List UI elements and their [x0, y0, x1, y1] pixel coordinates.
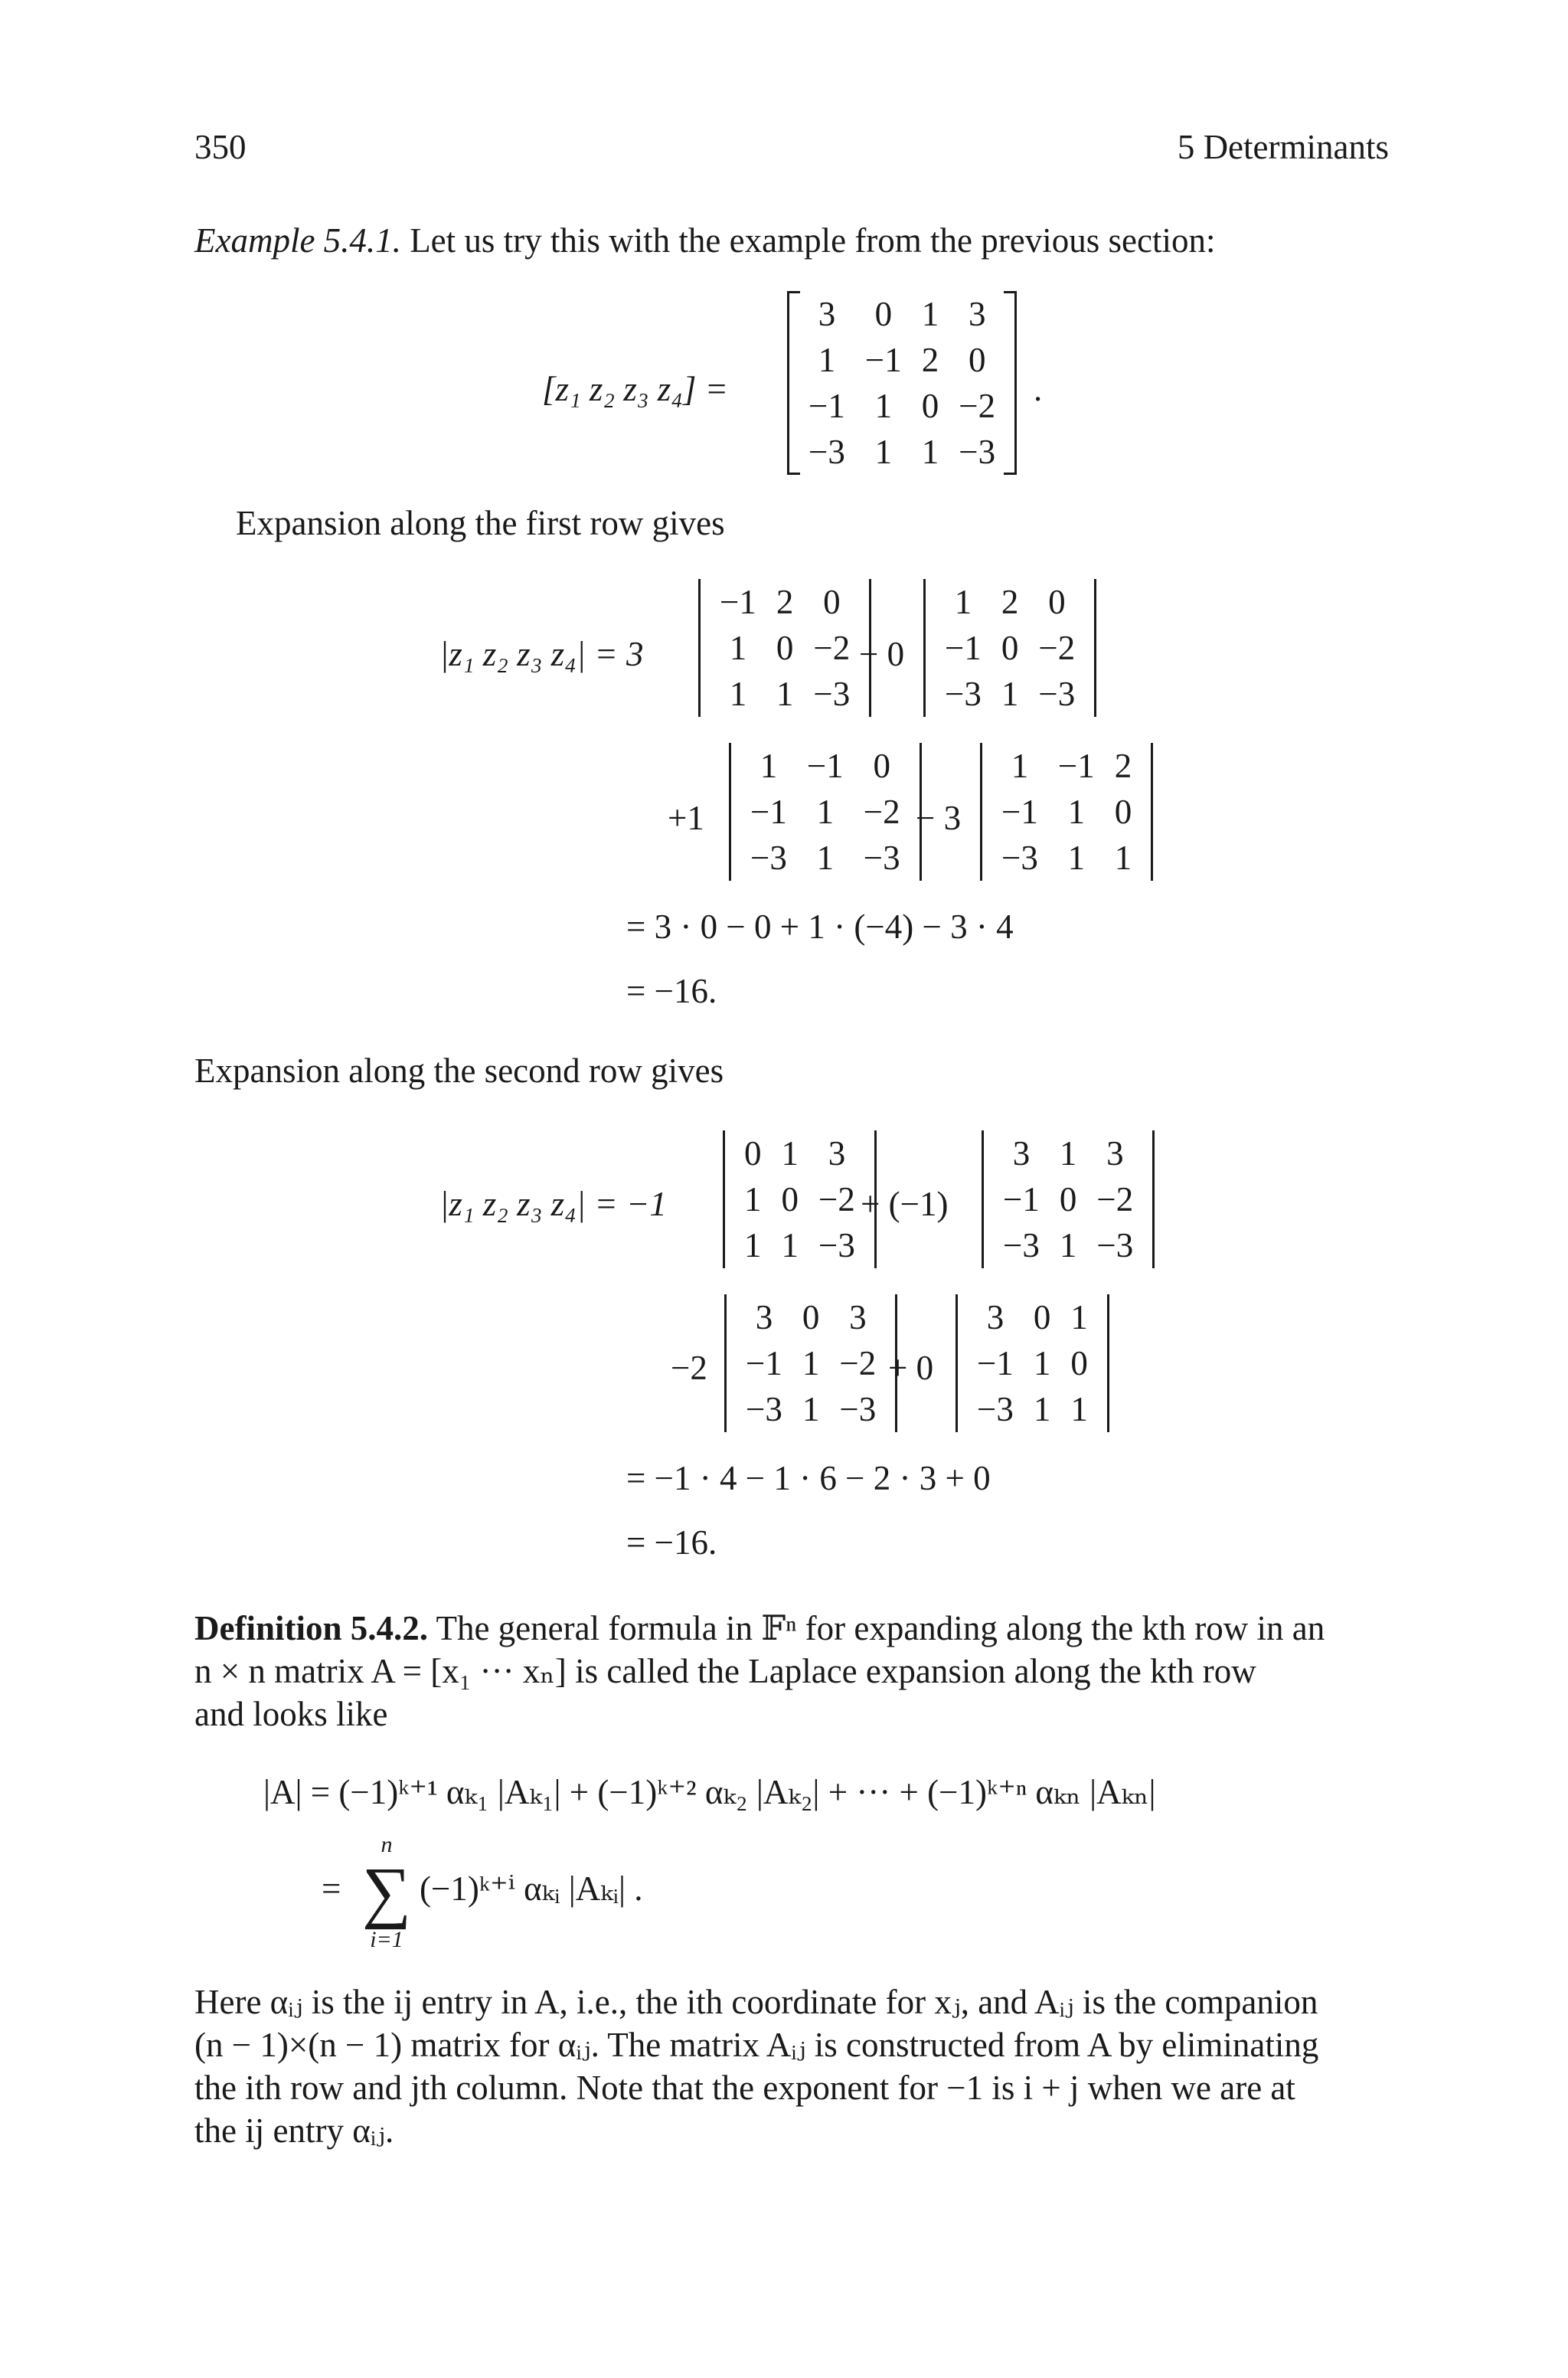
matrix-entry: −2: [1096, 1180, 1134, 1218]
matrix-entry: −1: [1003, 1180, 1040, 1218]
matrix-entry: 0: [1001, 629, 1019, 667]
left-determinant-bar: [723, 1130, 725, 1268]
second-row-lhs: |z₁ z₂ z₃ z₄| = −1: [439, 1185, 667, 1223]
definition-label: Definition 5.4.2.: [194, 1609, 429, 1647]
matrix-entry: −3: [746, 1390, 782, 1428]
first-row-eq-2: = −16.: [626, 972, 717, 1010]
definition-line-1: [194, 1607, 1325, 1650]
first-row-op-1: − 0: [859, 635, 905, 673]
left-bracket: [787, 291, 800, 475]
matrix-entry: 2: [1001, 583, 1019, 621]
matrix-entry: −3: [1003, 1226, 1040, 1264]
matrix-entry: −3: [977, 1390, 1014, 1428]
first-row-op-3: − 3: [916, 799, 962, 837]
matrix-entry: −2: [863, 793, 900, 831]
matrix-entry: 1: [1070, 1390, 1088, 1428]
matrix-entry: 0: [823, 583, 841, 621]
matrix-entry: 0: [968, 341, 986, 379]
matrix-entry: 1: [816, 839, 835, 877]
matrix-entry: 1: [874, 433, 893, 471]
matrix-entry: 1: [818, 341, 836, 379]
matrix-entry: 1: [729, 675, 747, 713]
matrix-entry: 1: [921, 433, 939, 471]
closing-line-4: the ij entry αᵢⱼ.: [194, 2111, 394, 2150]
matrix-entry: 1: [1067, 793, 1086, 831]
matrix-entry: −1: [808, 387, 845, 425]
matrix-entry: 1: [1001, 675, 1019, 713]
right-determinant-bar: [1151, 743, 1153, 881]
matrix-entry: 1: [816, 793, 835, 831]
first-row-minor-4: [980, 743, 1153, 881]
matrix-entry: 3: [1106, 1134, 1124, 1173]
matrix-entry: 0: [1070, 1344, 1088, 1382]
matrix-entry: −3: [813, 675, 851, 713]
matrix-entry: 1: [744, 1180, 762, 1218]
right-bracket: [1004, 291, 1017, 475]
laplace-formula-2-eq: =: [322, 1869, 341, 1908]
matrix-entry: −3: [945, 675, 982, 713]
example-line: [194, 219, 1215, 262]
left-determinant-bar: [980, 743, 982, 881]
matrix-entry: 3: [828, 1134, 846, 1173]
left-determinant-bar: [956, 1294, 958, 1432]
second-row-minor-3: [724, 1294, 897, 1432]
matrix-entry: 0: [874, 295, 893, 333]
matrix-entry: 3: [986, 1298, 1004, 1336]
matrix-entry: 1: [874, 387, 893, 425]
matrix-entry: 1: [954, 583, 972, 621]
left-determinant-bar: [982, 1130, 984, 1268]
left-determinant-bar: [698, 579, 701, 717]
matrix-entry: 0: [776, 629, 794, 667]
example-lhs: [z₁ z₂ z₃ z₄] =: [542, 370, 729, 408]
matrix-entry: −3: [959, 433, 996, 471]
matrix-entry: 0: [744, 1134, 762, 1173]
matrix-entry: −2: [959, 387, 996, 425]
matrix-entry: −1: [1001, 793, 1038, 831]
matrix-entry: −3: [1096, 1226, 1134, 1264]
matrix-entry: 1: [921, 295, 939, 333]
matrix-entry: 1: [1059, 1134, 1077, 1173]
matrix-entry: −1: [1057, 747, 1095, 785]
example-text: Let us try this with the example from the previous section:: [410, 221, 1216, 260]
matrix-entry: −2: [813, 629, 851, 667]
matrix-entry: −1: [806, 747, 844, 785]
matrix-entry: −2: [1038, 629, 1076, 667]
matrix-entry: −3: [750, 839, 787, 877]
chapter-title: 5 Determinants: [1177, 128, 1389, 166]
left-determinant-bar: [724, 1294, 727, 1432]
first-row-intro: Expansion along the first row gives: [236, 504, 725, 542]
second-row-op-3: + 0: [888, 1349, 934, 1387]
matrix-entry: 0: [802, 1298, 820, 1336]
right-determinant-bar: [1094, 579, 1096, 717]
matrix-entry: −1: [977, 1344, 1014, 1382]
matrix-entry: 0: [1059, 1180, 1077, 1218]
matrix-entry: −1: [864, 341, 902, 379]
matrix-entry: −3: [818, 1226, 855, 1264]
second-row-minor-2: [982, 1130, 1155, 1268]
definition-line-2: n × n matrix A = [x₁ ··· xₙ] is called the Laplace expansion along the kth row: [194, 1652, 1256, 1690]
second-row-eq-2: = −16.: [626, 1523, 717, 1562]
matrix-entry: 1: [1011, 747, 1029, 785]
matrix-entry: 1: [760, 747, 778, 785]
matrix-entry: 1: [744, 1226, 762, 1264]
matrix-entry: 1: [1059, 1226, 1077, 1264]
matrix-entry: 1: [781, 1226, 799, 1264]
definition-line-3: and looks like: [194, 1695, 388, 1733]
left-determinant-bar: [729, 743, 731, 881]
matrix-entry: 0: [1048, 583, 1066, 621]
matrix-entry: −3: [1001, 839, 1038, 877]
matrix-entry: 0: [873, 747, 890, 785]
laplace-formula-2-rhs: (−1)ᵏ⁺ⁱ αₖᵢ |Aₖᵢ| .: [420, 1869, 643, 1908]
matrix-entry: −2: [818, 1180, 855, 1218]
matrix-entry: −1: [720, 583, 756, 621]
matrix-entry: −3: [808, 433, 845, 471]
matrix-entry: 1: [1070, 1298, 1088, 1336]
matrix-entry: 3: [818, 295, 836, 333]
first-row-op-2: +1: [668, 799, 704, 837]
matrix-entry: 3: [849, 1298, 867, 1336]
sum-lower-limit: i=1: [370, 1927, 403, 1952]
second-row-intro: Expansion along the second row gives: [194, 1052, 724, 1090]
second-row-eq-1: = −1 · 4 − 1 · 6 − 2 · 3 + 0: [626, 1459, 991, 1497]
matrix-entry: 2: [1114, 747, 1132, 785]
left-determinant-bar: [923, 579, 926, 717]
matrix-entry: 1: [781, 1134, 799, 1173]
second-row-minor-1: [723, 1130, 877, 1268]
matrix-entry: 2: [776, 583, 794, 621]
sigma-icon: ∑: [361, 1854, 412, 1930]
closing-line-1: Here αᵢⱼ is the ij entry in A, i.e., the ith coordinate for xⱼ, and Aᵢⱼ is the companion: [194, 1983, 1318, 2021]
matrix-entry: 1: [802, 1390, 820, 1428]
example-label: Example 5.4.1.: [194, 221, 401, 260]
matrix-entry: −2: [839, 1344, 877, 1382]
matrix-entry: 0: [921, 387, 939, 425]
matrix-entry: 3: [755, 1298, 773, 1336]
second-row-minor-4: [956, 1294, 1109, 1432]
matrix-entry: 3: [968, 295, 986, 333]
matrix-entry: −3: [1038, 675, 1076, 713]
matrix-entry: 1: [1067, 839, 1086, 877]
first-row-minor-2: [923, 579, 1096, 717]
matrix-entry: 1: [776, 675, 794, 713]
second-row-op-2: −2: [671, 1349, 707, 1387]
matrix-entry: 3: [1012, 1134, 1031, 1173]
right-determinant-bar: [1107, 1294, 1109, 1432]
matrix-entry: 0: [1033, 1298, 1051, 1336]
matrix-entry: 0: [1114, 793, 1132, 831]
matrix-entry: 2: [921, 341, 939, 379]
sum-block: [360, 1832, 413, 1953]
example-period: .: [1034, 370, 1043, 408]
closing-line-3: the ith row and jth column. Note that the exponent for −1 is i + j when we are at: [194, 2069, 1295, 2107]
example-matrix: [787, 291, 1017, 475]
first-row-lhs: |z₁ z₂ z₃ z₄| = 3: [439, 635, 644, 673]
matrix-entry: 1: [1114, 839, 1132, 877]
second-row-op-1: + (−1): [861, 1185, 949, 1223]
first-row-minor-3: [729, 743, 922, 881]
closing-line-2: (n − 1)×(n − 1) matrix for αᵢⱼ. The matrix Aᵢⱼ is constructed from A by eliminating: [194, 2026, 1319, 2064]
right-determinant-bar: [1152, 1130, 1155, 1268]
matrix-entry: 1: [1033, 1344, 1051, 1382]
matrix-entry: −1: [750, 793, 787, 831]
matrix-entry: −1: [746, 1344, 782, 1382]
definition-text-1: The general formula in 𝔽ⁿ for expanding along the kth row in an: [436, 1609, 1325, 1647]
laplace-formula-1: |A| = (−1)ᵏ⁺¹ αₖ₁ |Aₖ₁| + (−1)ᵏ⁺² αₖ₂ |Aₖ₂| + ··· + (−1)ᵏ⁺ⁿ αₖₙ |Aₖₙ|: [263, 1773, 1156, 1811]
page-number: 350: [194, 128, 247, 166]
first-row-eq-1: = 3 · 0 − 0 + 1 · (−4) − 3 · 4: [626, 908, 1014, 946]
matrix-entry: −3: [839, 1390, 877, 1428]
matrix-entry: 1: [1033, 1390, 1051, 1428]
first-row-minor-1: [698, 579, 871, 717]
matrix-entry: 1: [729, 629, 747, 667]
matrix-entry: 0: [781, 1180, 799, 1218]
sum-upper-limit: n: [381, 1832, 393, 1857]
matrix-entry: −3: [863, 839, 900, 877]
matrix-entry: −1: [945, 629, 982, 667]
matrix-entry: 1: [802, 1344, 820, 1382]
